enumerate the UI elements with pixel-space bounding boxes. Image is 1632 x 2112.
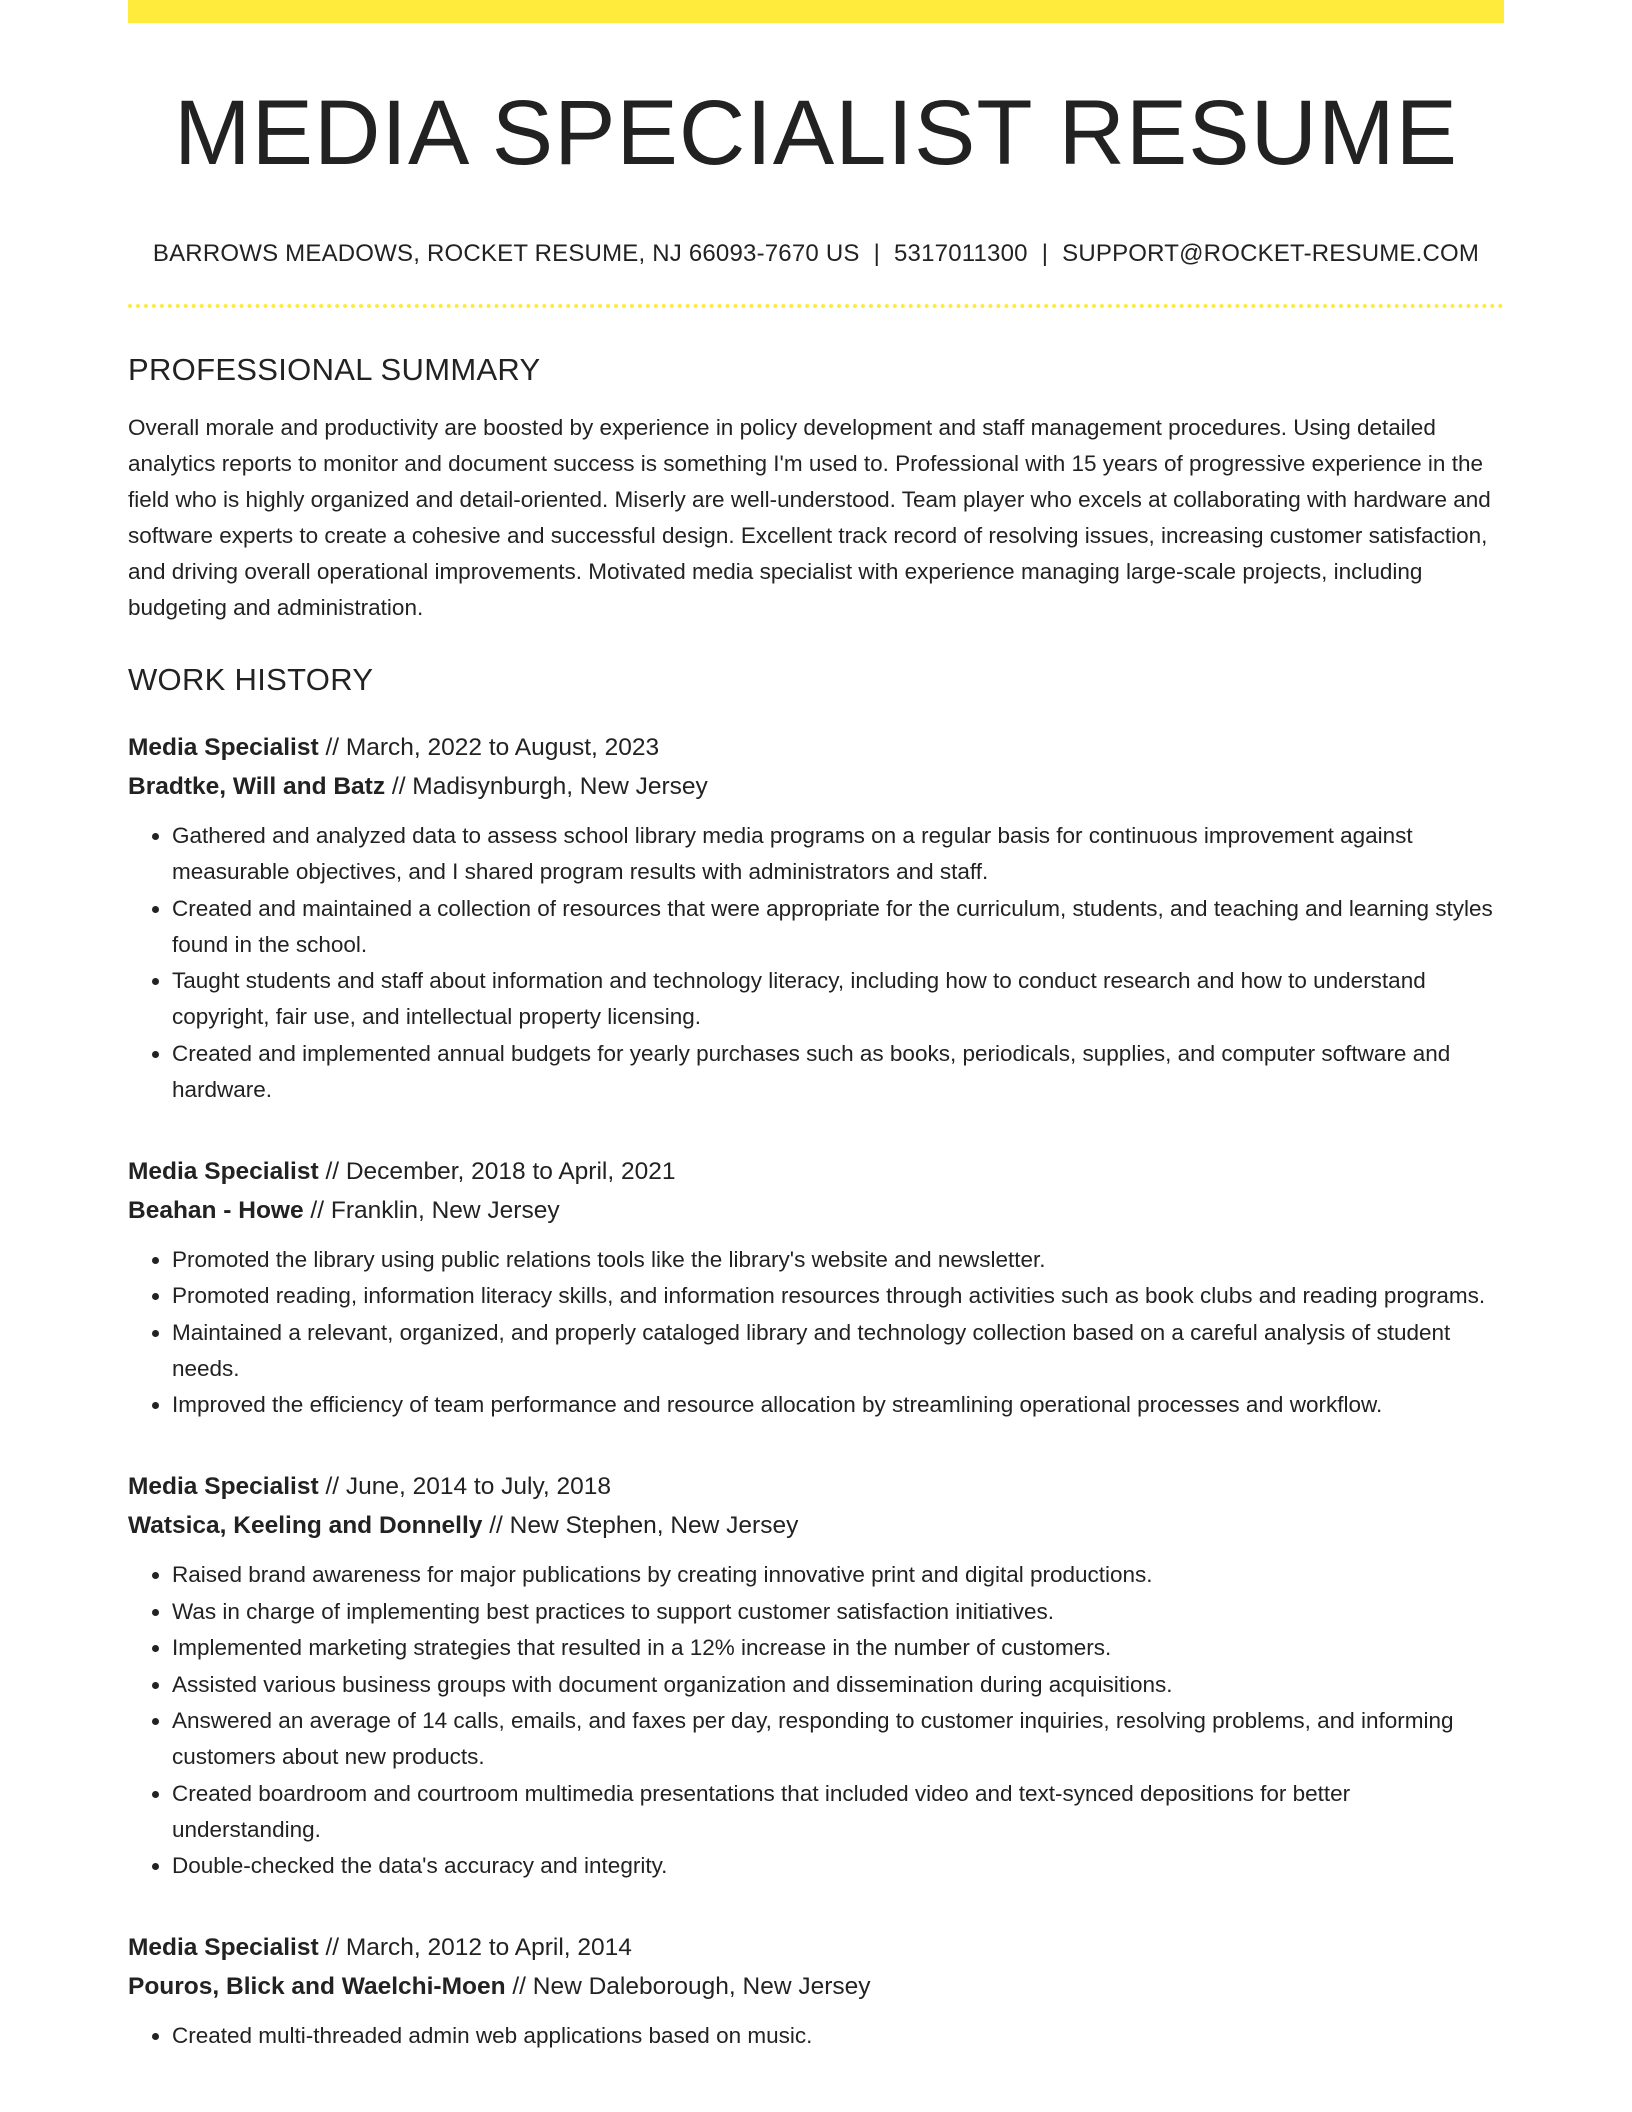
work-history-heading: WORK HISTORY [128,662,374,698]
job-bullets [128,2018,1504,2054]
accent-top-bar [128,0,1504,23]
contact-email[interactable]: SUPPORT@ROCKET-RESUME.COM [1062,240,1480,268]
contact-separator: | [873,240,880,268]
job-bullet: • Was in charge of implementing best practices to support customer satisfaction initiatives. [172,1594,1504,1630]
job-location: // New Stephen, New Jersey [482,1512,799,1540]
contact-address: BARROWS MEADOWS, ROCKET RESUME, NJ 66093-7670 US [152,240,860,268]
job-company: Watsica, Keeling and Donnelly [128,1512,483,1540]
job-company-line [128,1967,1504,2006]
job-bullet: • Maintained a relevant, organized, and properly cataloged library and technology collection based on a careful analysis of student needs. [172,1315,1504,1387]
job-company-line [128,1506,1504,1545]
job-bullets [128,1242,1504,1424]
job-bullet: • Promoted the library using public relations tools like the library's website and newsletter. [172,1242,1504,1278]
work-history-list [128,728,1504,2054]
job-dates: // June, 2014 to July, 2018 [318,1473,612,1501]
job-bullet: • Raised brand awareness for major publications by creating innovative print and digital productions. [172,1557,1504,1593]
job-location: // Franklin, New Jersey [303,1196,560,1224]
job-bullet: • Implemented marketing strategies that resulted in a 12% increase in the number of customers. [172,1630,1504,1666]
summary-heading: PROFESSIONAL SUMMARY [128,352,541,388]
job-company: Bradtke, Will and Batz [128,773,386,801]
contact-separator: | [1041,240,1049,268]
job-bullets [128,1557,1504,1884]
job-title-line [128,1467,1504,1506]
job-bullet: • Created and maintained a collection of resources that were appropriate for the curriculum, students, and teaching and learning styles found in the school. [172,891,1504,963]
job-dates: // March, 2012 to April, 2014 [318,1934,632,1962]
job-bullet: • Answered an average of 14 calls, emails, and faxes per day, responding to customer inquiries, resolving problems, and informing customers about new products. [172,1703,1504,1775]
contact-phone[interactable]: 5317011300 [894,240,1028,268]
job-bullet: • Promoted reading, information literacy skills, and information resources through activities such as book clubs and reading programs. [172,1278,1504,1314]
job-company: Pouros, Blick and Waelchi-Moen [128,1973,506,2001]
job-dates: // March, 2022 to August, 2023 [318,734,660,762]
job-company: Beahan - Howe [128,1196,304,1224]
job-dates: // December, 2018 to April, 2021 [318,1157,676,1185]
summary-text: Overall morale and productivity are boosted by experience in policy development and staff management procedures. Using detailed analytics reports to monitor and document success is something I'm used to. Professional with 15 years of progressive experience in the field who is highly organized and detail-oriented. Miserly are well-understood. Team player who excels at collaborating with hardware and software experts to create a cohesive and successful design. Excellent track record of resolving issues, increasing customer satisfaction, and driving overall operational improvements. Motivated media specialist with experience managing large-scale projects, including budgeting and administration. [128,415,1491,621]
job-company-line [128,767,1504,806]
job-entry [128,1928,1504,2054]
job-bullet: • Assisted various business groups with document organization and dissemination during acquisitions. [172,1667,1504,1703]
job-location: // New Daleborough, New Jersey [505,1973,871,2001]
job-title: Media Specialist [128,1473,319,1501]
job-title-line [128,1152,1504,1191]
job-bullet: • Taught students and staff about information and technology literacy, including how to conduct research and how to understand copyright, fair use, and intellectual property licensing. [172,963,1504,1035]
job-bullet: • Improved the efficiency of team performance and resource allocation by streamlining operational processes and workflow. [172,1387,1504,1423]
job-title: Media Specialist [128,1157,319,1185]
job-title-line [128,1928,1504,1967]
job-bullet: • Created multi-threaded admin web applications based on music. [172,2018,1504,2054]
job-bullet: • Created boardroom and courtroom multimedia presentations that included video and text-synced depositions for better understanding. [172,1776,1504,1848]
job-bullets [128,818,1504,1108]
job-bullet: • Double-checked the data's accuracy and integrity. [172,1848,1504,1884]
job-bullet: • Gathered and analyzed data to assess school library media programs on a regular basis for continuous improvement against measurable objectives, and I shared program results with administrators and staff. [172,818,1504,890]
job-location: // Madisynburgh, New Jersey [385,773,708,801]
job-title-line [128,728,1504,767]
job-title: Media Specialist [128,734,319,762]
job-entry [128,1467,1504,1884]
dotted-divider [128,304,1504,308]
resume-page [128,0,1504,2055]
job-bullet: • Created and implemented annual budgets for yearly purchases such as books, periodicals, supplies, and computer software and hardware. [172,1036,1504,1108]
job-title: Media Specialist [128,1934,319,1962]
job-entry [128,1152,1504,1424]
job-entry [128,728,1504,1108]
contact-line [128,240,1504,268]
resume-title: MEDIA SPECIALIST RESUME [173,82,1459,184]
job-company-line [128,1191,1504,1230]
